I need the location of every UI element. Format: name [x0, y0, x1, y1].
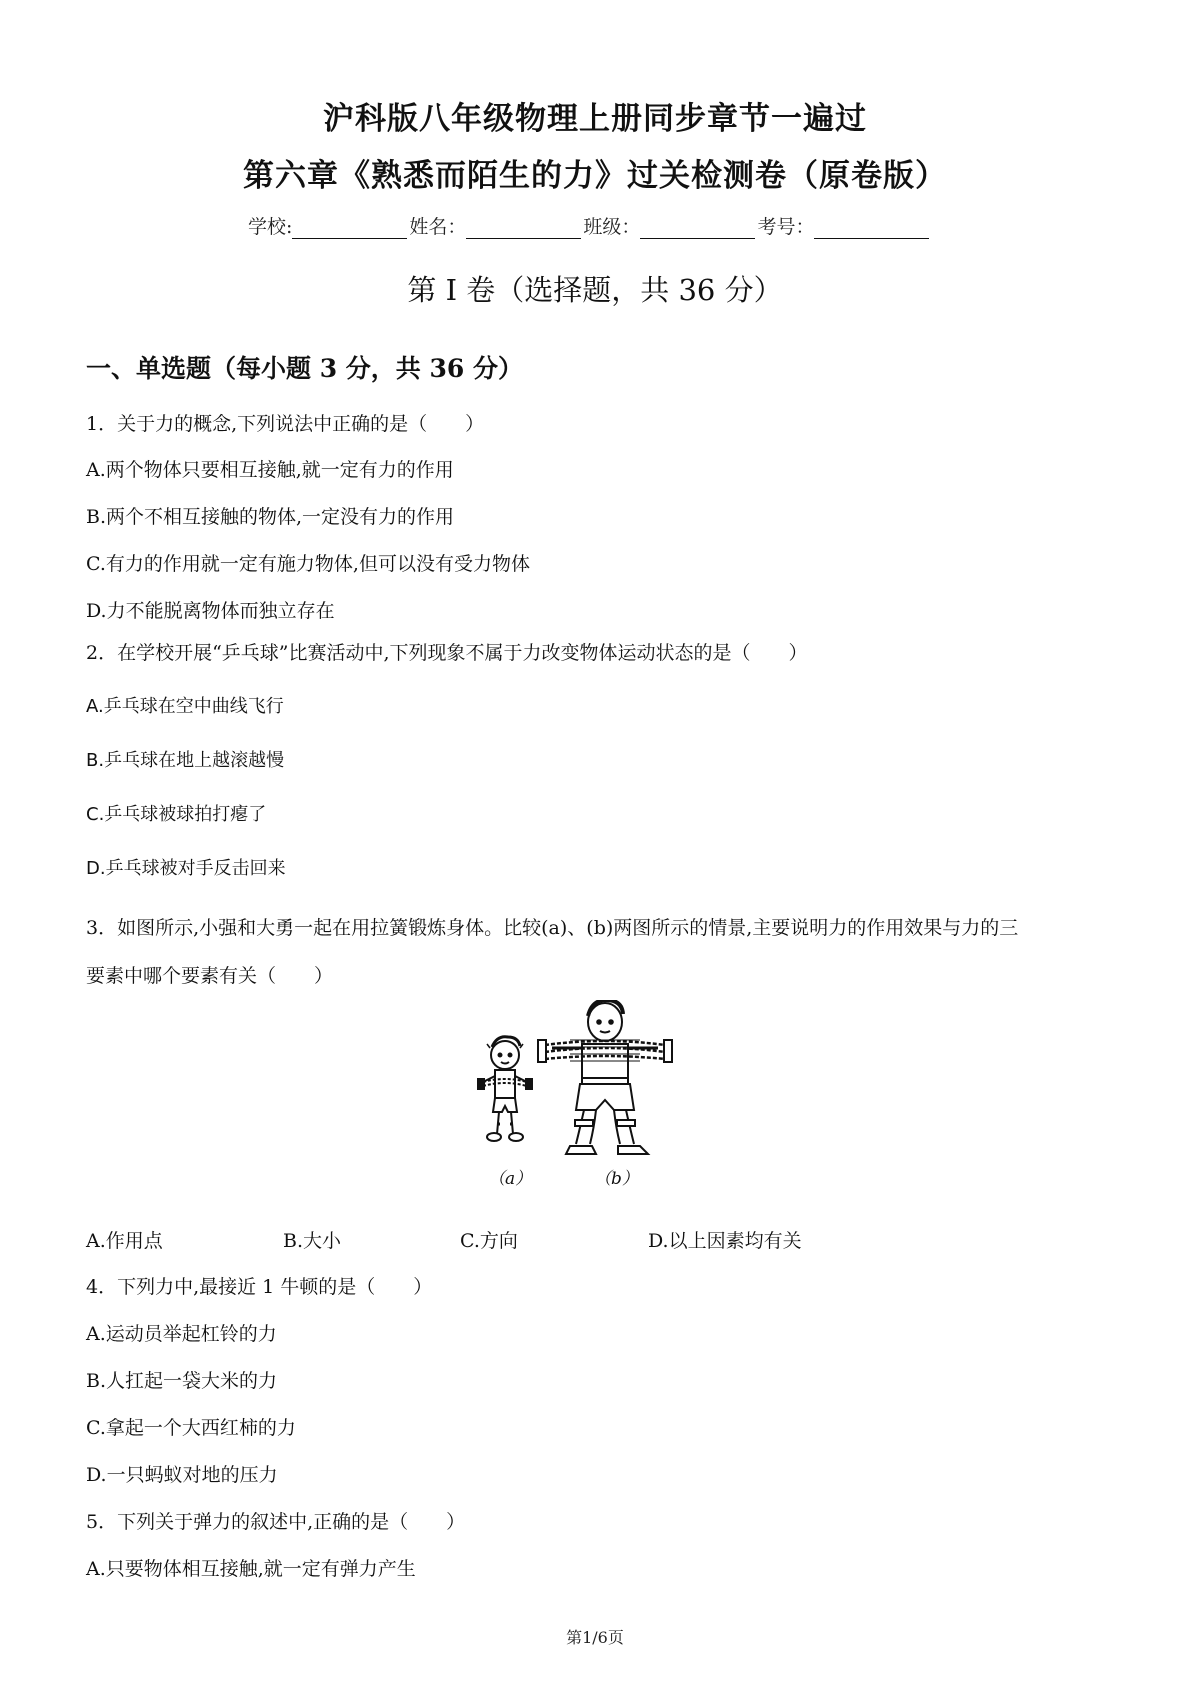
question-4-stem: 4．下列力中,最接近 1 牛顿的是（ ） — [86, 1276, 433, 1298]
question-5-option-a: A.只要物体相互接触,就一定有弹力产生 — [86, 1558, 416, 1580]
question-3-option-d: D.以上因素均有关 — [648, 1230, 802, 1252]
figure-a-boy-drawing — [478, 1037, 532, 1141]
question-3-option-b: B.大小 — [283, 1230, 342, 1252]
question-1-option-c: C.有力的作用就一定有施力物体,但可以没有受力物体 — [86, 553, 530, 575]
question-4-option-c: C.拿起一个大西红柿的力 — [86, 1417, 296, 1439]
question-4-option-b: B.人扛起一袋大米的力 — [86, 1370, 278, 1392]
question-1-option-d: D.力不能脱离物体而独立存在 — [86, 600, 335, 622]
question-5-stem: 5．下列关于弹力的叙述中,正确的是（ ） — [86, 1511, 466, 1533]
figure-b-boy-drawing — [538, 1000, 672, 1154]
school-blank[interactable] — [292, 218, 407, 239]
title-line-1: 沪科版八年级物理上册同步章节一遍过 — [323, 101, 867, 137]
question-2-stem: 2．在学校开展“乒乓球”比赛活动中,下列现象不属于力改变物体运动状态的是（ ） — [86, 642, 808, 664]
question-3-stem-line-1: 3．如图所示,小强和大勇一起在用拉簧锻炼身体。比较(a)、(b)两图所示的情景,主要说明力的作用效果与力的三 — [86, 917, 1019, 939]
section-title: 一、单选题（每小题 3 分，共 36 分） — [86, 354, 524, 383]
figure-label-a: （a） — [488, 1169, 533, 1189]
school-label: 学校: — [248, 216, 293, 238]
question-1-stem: 1．关于力的概念,下列说法中正确的是（ ） — [86, 413, 485, 435]
question-2-option-d: D.乒乓球被对手反击回来 — [86, 858, 286, 879]
id-blank[interactable] — [814, 218, 929, 239]
question-2-option-c: C.乒乓球被球拍打瘪了 — [86, 804, 267, 825]
class-label: 班级： — [583, 216, 641, 238]
question-2-option-b: B.乒乓球在地上越滚越慢 — [86, 750, 285, 771]
figure-label-b: （b） — [594, 1169, 639, 1189]
title-line-2: 第六章《熟悉而陌生的力》过关检测卷（原卷版） — [243, 158, 947, 194]
question-4-option-a: A.运动员举起杠铃的力 — [86, 1323, 277, 1345]
id-label: 考号： — [757, 216, 815, 238]
question-3-option-a: A.作用点 — [86, 1230, 163, 1252]
question-4-option-d: D.一只蚂蚁对地的压力 — [86, 1464, 278, 1486]
page-number: 第1/6页 — [566, 1628, 624, 1647]
question-2-option-a: A.乒乓球在空中曲线飞行 — [86, 696, 284, 717]
question-3-stem-line-2: 要素中哪个要素有关（ ） — [86, 965, 334, 987]
question-3-figure — [470, 1000, 700, 1200]
name-blank[interactable] — [466, 218, 581, 239]
question-1-option-b: B.两个不相互接触的物体,一定没有力的作用 — [86, 506, 455, 528]
student-info-fields — [248, 212, 931, 239]
question-3-option-c: C.方向 — [460, 1230, 518, 1252]
name-label: 姓名： — [409, 216, 467, 238]
class-blank[interactable] — [640, 218, 755, 239]
volume-title: 第 I 卷（选择题，共 36 分） — [407, 273, 783, 307]
question-1-option-a: A.两个物体只要相互接触,就一定有力的作用 — [86, 459, 454, 481]
